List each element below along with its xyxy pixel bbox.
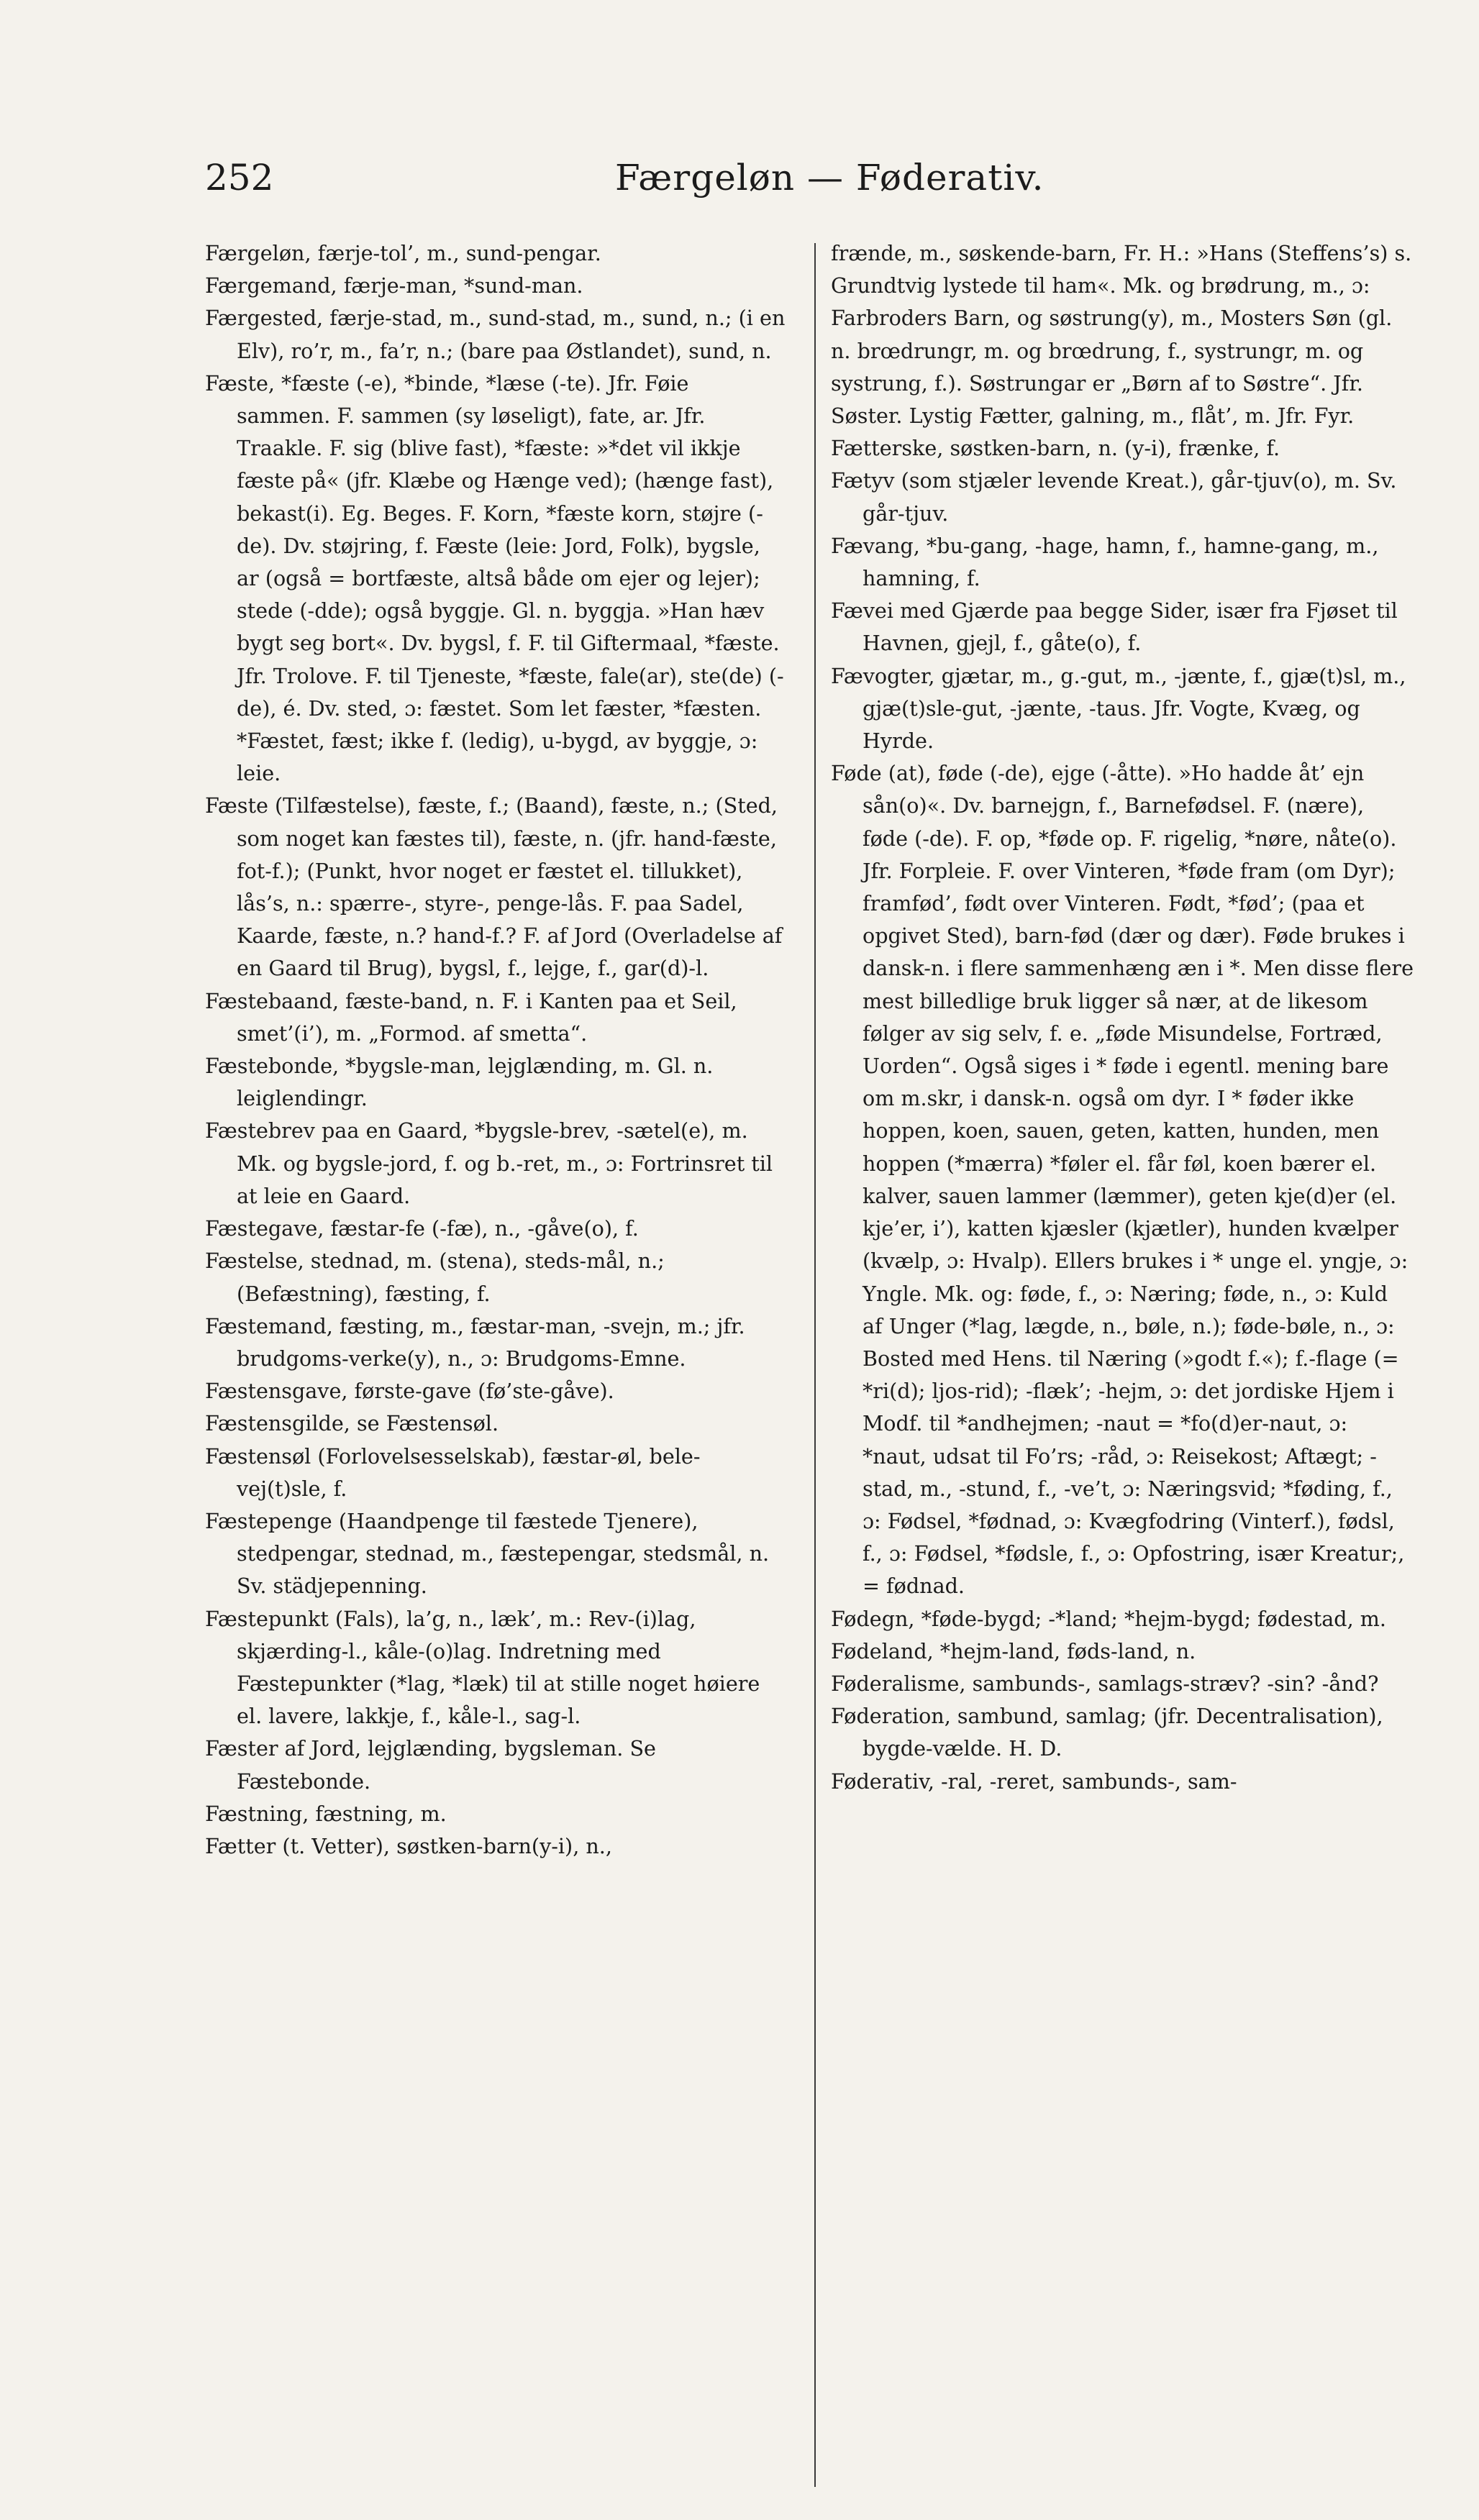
- dictionary-entry: Færgemand, færje-man, *sund-man.: [205, 273, 583, 298]
- column-divider: [814, 243, 816, 2487]
- dictionary-entry: Fæstebaand, fæste-band, n. F. i Kanten paa et Seil, smet’(i’), m. „Formod. af smetta“.: [205, 988, 737, 1046]
- dictionary-entry: Fævang, *bu-gang, -hage, hamn, f., hamne-gang, m., hamning, f.: [831, 533, 1379, 591]
- running-head: Færgeløn — Føderativ.: [615, 157, 1045, 198]
- dictionary-entry: Fætterske, søstken-barn, n. (y-i), frænke, f.: [831, 436, 1280, 461]
- dictionary-entry: Fæstensøl (Forlovelsesselskab), fæstar-øl, bele-vej(t)sle, f.: [205, 1443, 701, 1501]
- dictionary-entry: Fæstemand, fæsting, m., fæstar-man, -svejn, m.; jfr. brudgoms-verke(y), n., ɔ: Brudgoms-Emne.: [205, 1313, 745, 1371]
- dictionary-entry: Føderalisme, sambunds-, samlags-stræv? -sin? -ånd?: [831, 1671, 1379, 1696]
- dictionary-entry: Føde (at), føde (-de), ejge (-åtte). »Ho hadde åt’ ejn sån(o)«. Dv. barnejgn, f., Barnefødsel. F. (nære), føde (-de). F. op, *føde op. F. rigelig, *nøre, nåte(o). Jfr. Forpleie. F. over Vinteren, *føde fram (om Dyr); framfød’, født over Vinteren. Født, *fød’; (paa et opgivet Sted), barn-fød (dær og dær). Føde brukes i dansk-n. i flere sammenhæng æn i *. Men disse flere mest billedlige bruk ligger så nær, at de likesom følger av sig selv, f. e. „føde Misundelse, Fortræd, Uorden“. Også siges i * føde i egentl. mening bare om m.skr, i dansk-n. også om dyr. I * føder ikke hoppen, koen, sauen, geten, katten, hunden, men hoppen (*mærra) *føler el. får føl, koen bærer el. kalver, sauen lammer (læmmer), geten kje(d)er (el. kje’er, i’), katten kjæsler (kjætler), hunden kvælper (kvælp, ɔ: Hvalp). Ellers brukes i * unge el. yngje, ɔ: Yngle. Mk. og: føde, f., ɔ: Næring; føde, n., ɔ: Kuld af Unger (*lag, lægde, n., bøle, n.); føde-bøle, n., ɔ: Bosted med Hens. til Næring (»godt f.«); f.-flage (= *ri(d); ljos-rid); -flæk’; -hejm, ɔ: det jordiske Hjem i Modf. til *andhejmen; -naut = *fo(d)er-naut, ɔ: *naut, udsat til Fo’rs; -råd, ɔ: Reisekost; Aftægt; -stad, m., -stund, f., -ve’t, ɔ: Næringsvid; *føding, f., ɔ: Fødsel, *fødnad, ɔ: Kvægfodring (Vinterf.), fødsl, f., ɔ: Fødsel, *fødsle, f., ɔ: Opfostring, især Kreatur;, = fødnad.: [831, 761, 1414, 1599]
- dictionary-entry: Fætter (t. Vetter), søstken-barn(y-i), n.,: [205, 1833, 612, 1858]
- dictionary-entry: Fødegn, *føde-bygd; -*land; *hejm-bygd; fødestad, m.: [831, 1606, 1386, 1631]
- dictionary-entry: Fæstepenge (Haandpenge til fæstede Tjenere), stedpengar, stednad, m., fæstepengar, stedsmål, n. Sv. städjepenning.: [205, 1508, 770, 1599]
- dictionary-entry: Føderation, sambund, samlag; (jfr. Decentralisation), bygde-vælde. H. D.: [831, 1704, 1383, 1761]
- dictionary-entry: Fæste, *fæste (-e), *binde, *læse (-te). Jfr. Føie sammen. F. sammen (sy løseligt), fate, ar. Jfr. Traakle. F. sig (blive fast), *fæste: »*det vil ikkje fæste på« (jfr. Klæbe og Hænge ved); (hænge fast), bekast(i). Eg. Beges. F. Korn, *fæste korn, støjre (-de). Dv. støjring, f. Fæste (leie: Jord, Folk), bygsle, ar (også = bortfæste, altså både om ejer og lejer); stede (-dde); også byggje. Gl. n. byggja. »Han hæv bygt seg bort«. Dv. bygsl, f. F. til Giftermaal, *fæste. Jfr. Trolove. F. til Tjeneste, *fæste, fale(ar), ste(de) (-de), é. Dv. sted, ɔ: fæstet. Som let fæster, *fæsten. *Fæstet, fæst; ikke f. (ledig), u-bygd, av byggje, ɔ: leie.: [205, 370, 784, 786]
- dictionary-entry: Fæstebonde, *bygsle-man, lejglænding, m. Gl. n. leiglendingr.: [205, 1054, 714, 1111]
- dictionary-entry: Fæster af Jord, lejglænding, bygsleman. Se Fæstebonde.: [205, 1736, 656, 1794]
- dictionary-entry: Fæste (Tilfæstelse), fæste, f.; (Baand), fæste, n.; (Sted, som noget kan fæstes til), fæste, n. (jfr. hand-fæste, fot-f.); (Punkt, hvor noget er fæstet el. tillukket), lås’s, n.: spærre-, styre-, penge-lås. F. paa Sadel, Kaarde, fæste, n.? hand-f.? F. af Jord (Overladelse af en Gaard til Brug), bygsl, f., lejge, f., gar(d)-l.: [205, 793, 783, 981]
- dictionary-entry: Fæstelse, stednad, m. (stena), steds-mål, n.; (Befæstning), fæsting, f.: [205, 1248, 665, 1306]
- dictionary-entry: Fæstensgilde, se Fæstensøl.: [205, 1411, 499, 1436]
- dictionary-entry: Fæstegave, fæstar-fe (-fæ), n., -gåve(o), f.: [205, 1216, 639, 1241]
- right-column: [831, 237, 1414, 2496]
- dictionary-entry: Fævogter, gjætar, m., g.-gut, m., -jænte, f., gjæ(t)sl, m., gjæ(t)sle-gut, -jænte, -taus. Jfr. Vogte, Kvæg, og Hyrde.: [831, 663, 1406, 754]
- dictionary-entry: Føderativ, -ral, -reret, sambunds-, sam-: [831, 1768, 1237, 1794]
- dictionary-entry: Fødeland, *hejm-land, føds-land, n.: [831, 1638, 1196, 1663]
- dictionary-entry: Fævei med Gjærde paa begge Sider, især fra Fjøset til Havnen, gjejl, f., gåte(o), f.: [831, 598, 1398, 656]
- dictionary-entry-continued: frænde, m., søskende-barn, Fr. H.: »Hans (Steffens’s) s. Grundtvig lystede til ham«. Mk. og brødrung, m., ɔ: Farbroders Barn, og søstrung(y), m., Mosters Søn (gl. n. brœdrungr, m. og brœdrung, f., systrungr, m. og systrung, f.). Søstrungar er „Børn af to Søstre“. Jfr. Søster. Lystig Fætter, galning, m., flåt’, m. Jfr. Fyr.: [831, 241, 1412, 429]
- left-column: [205, 237, 788, 2496]
- dictionary-entry: Fætyv (som stjæler levende Kreat.), går-tjuv(o), m. Sv. går-tjuv.: [831, 468, 1397, 526]
- dictionary-entry: Fæstensgave, første-gave (fø’ste-gåve).: [205, 1379, 614, 1404]
- dictionary-entry: Fæstepunkt (Fals), la’g, n., læk’, m.: Rev-(i)lag, skjærding-l., kåle-(o)lag. Indretning med Fæstepunkter (*lag, *læk) til at stille noget høiere el. lavere, lakkje, f., kåle-l., sag-l.: [205, 1606, 760, 1729]
- page-number: 252: [205, 157, 274, 198]
- dictionary-entry: Færgeløn, færje-tol’, m., sund-pengar.: [205, 241, 601, 265]
- page-header: [0, 157, 1479, 224]
- dictionary-entry: Færgested, færje-stad, m., sund-stad, m., sund, n.; (i en Elv), ro’r, m., fa’r, n.; (bare paa Østlandet), sund, n.: [205, 306, 786, 363]
- dictionary-entry: Fæstning, fæstning, m.: [205, 1801, 447, 1826]
- dictionary-entry: Fæstebrev paa en Gaard, *bygsle-brev, -sætel(e), m. Mk. og bygsle-jord, f. og b.-ret, m., ɔ: Fortrinsret til at leie en Gaard.: [205, 1118, 773, 1208]
